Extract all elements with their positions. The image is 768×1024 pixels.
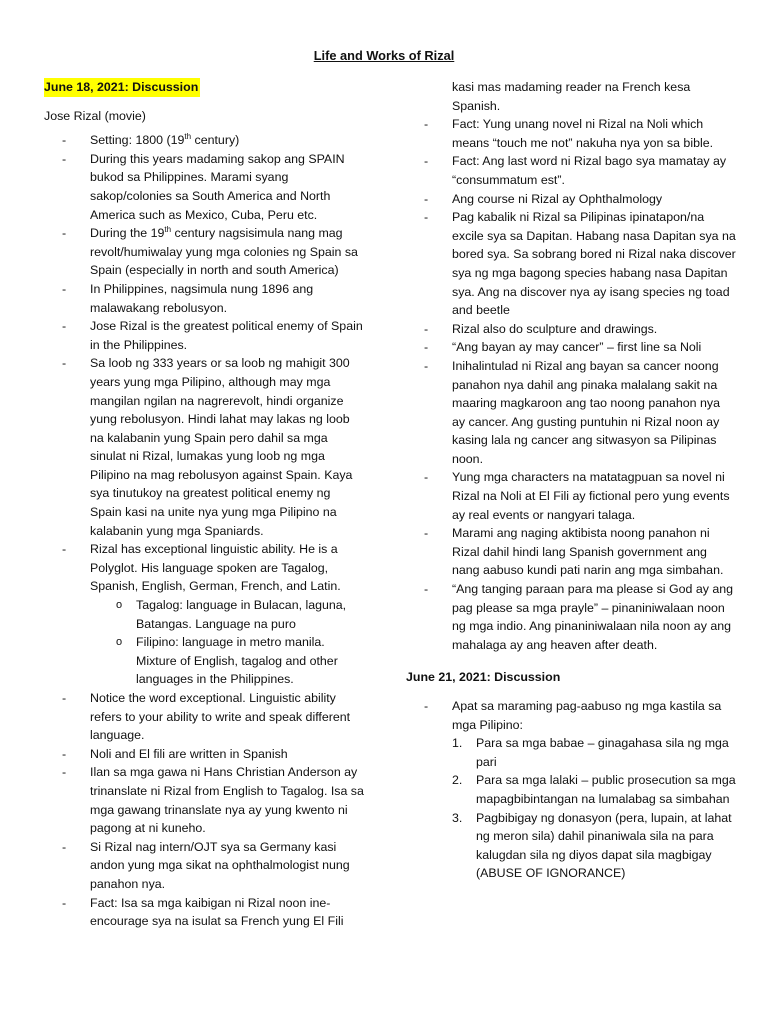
numbered-item: 1. Para sa mga babae – ginagahasa sila ng mga pari: [452, 736, 729, 769]
section2-list: [406, 697, 736, 883]
list-item: - “Ang bayan ay may cancer” – first line sa Noli: [406, 338, 736, 357]
list-item: - Fact: Isa sa mga kaibigan ni Rizal noon ine-encourage sya na isulat sa French yung El Fili: [44, 894, 364, 931]
list-item: - Fact: Ang last word ni Rizal bago sya mamatay ay “consummatum est”.: [406, 152, 736, 189]
list-item: - Apat sa maraming pag-aabuso ng mga kastila sa mga Pilipino: 1. Para sa mga babae – ginagahasa sila ng mga pari 2. Para sa mga lalaki – public prosecution sa mga mapagbibintangan na lumalabag sa simbahan 3. Pagbibigay ng donasyon (pera, lupain, at lahat ng meron sila) dahil pinaniwala sila na para kalugdan sila ng diyos dapat sila magbigay (ABUSE OF IGNORANCE): [406, 697, 736, 883]
list-item: - Marami ang naging aktibista noong panahon ni Rizal dahil hindi lang Spanish government ang nang aabuso kundi pati narin ang mga simbahan.: [406, 524, 736, 580]
sub-list-item: o Filipino: language in metro manila. Mixture of English, tagalog and other languages in the Philippines.: [90, 633, 364, 689]
right-bullet-list: [406, 115, 736, 654]
list-item: - Rizal has exceptional linguistic ability. He is a Polyglot. His language spoken are Tagalog, Spanish, English, German, French, and Latin. o Tagalog: language in Bulacan, laguna, Batangas. Language na puro o Filipino: language in metro manila. Mixture of English, tagalog and other languages in the Philippines.: [44, 540, 364, 689]
numbered-item: 3. Pagbibigay ng donasyon (pera, lupain, at lahat ng meron sila) dahil pinaniwala sila na para kalugdan sila ng diyos dapat sila magbigay (ABUSE OF IGNORANCE): [452, 810, 732, 881]
document-title: Life and Works of Rizal: [313, 48, 455, 63]
section-subheading: Jose Rizal (movie): [44, 108, 146, 123]
list-item: - Fact: Yung unang novel ni Rizal na Noli which means “touch me not” nakuha nya yon sa bible.: [406, 115, 736, 152]
list-item: - Si Rizal nag intern/OJT sya sa Germany kasi andon yung mga sikat na ophthalmologist nung panahon nya.: [44, 838, 364, 894]
section-heading-june-21: June 21, 2021: Discussion: [406, 670, 561, 685]
list-item: - During the 19th century nagsisimula nang mag revolt/humiwalay yung mga colonies ng Spain sa Spain (especially in north and south America): [44, 224, 364, 280]
right-column: [406, 78, 736, 883]
section-heading-june-18: June 18, 2021: Discussion: [44, 78, 200, 97]
sub-list-item: o Tagalog: language in Bulacan, laguna, Batangas. Language na puro: [90, 596, 364, 633]
list-item: - Inihalintulad ni Rizal ang bayan sa cancer noong panahon nya dahil ang pinaka malalang sakit na maaring magkaroon ang tao noong panahon nya ay cancer. Ang gusting puntuhin ni Rizal noon ay kasing lala ng cancer ang sitwasyon sa Pilipinas noon.: [406, 357, 736, 469]
list-item: - In Philippines, nagsimula nung 1896 ang malawakang rebolusyon.: [44, 280, 364, 317]
list-item: - “Ang tanging paraan para ma please si God ay ang pag please sa mga prayle” – pinaniniwalaan noon ng mga indio. Ang pinaniniwalaan nila noon ay ang mahalaga ay ang heaven after death.: [406, 580, 736, 654]
left-column: [44, 78, 364, 931]
abuse-numbered-list: [452, 734, 736, 883]
list-item: - Ang course ni Rizal ay Ophthalmology: [406, 190, 736, 209]
list-item: - Ilan sa mga gawa ni Hans Christian Anderson ay trinanslate ni Rizal from English to Tagalog. Isa sa mga gawang trinanslate nya ay yung kwento ni pagong at ni kuneho.: [44, 763, 364, 837]
left-bullet-list: [44, 131, 364, 931]
list-item: - Notice the word exceptional. Linguistic ability refers to your ability to write and speak different language.: [44, 689, 364, 745]
list-item: - Yung mga characters na matatagpuan sa novel ni Rizal na Noli at El Fili ay fictional pero yung events ay real events or nangyari talaga.: [406, 468, 736, 524]
list-item: - Rizal also do sculpture and drawings.: [406, 320, 736, 339]
numbered-item: 2. Para sa mga lalaki – public prosecution sa mga mapagbibintangan na lumalabag sa simbahan: [452, 773, 736, 806]
list-item: - Sa loob ng 333 years or sa loob ng mahigit 300 years yung mga Pilipino, although may mga mangilan ngilan na nagrerevolt, hindi organize yung rebolusyon. Hindi lahat may lakas ng loob na kalabanin yung Spain pero dahil sa mga sinulat ni Rizal, lumakas yung loob ng mga Pilipino na mag rebolusyon against Spain. Kaya sya tinutukoy na greatest political enemy ng Spain kasi na unite nya yung mga Pilipino na kalabanin yung mga Spaniards.: [44, 354, 364, 540]
list-item: - Pag kabalik ni Rizal sa Pilipinas ipinatapon/na excile sya sa Dapitan. Habang nasa Dapitan sya na bored sya. Sa sobrang bored ni Rizal naka discover sya ng mga bagong species habang nasa Dapitan sya. Ang na discover nya ay isang species ng toad and beetle: [406, 208, 736, 320]
continuation-text: kasi mas madaming reader na French kesa Spanish.: [452, 80, 691, 113]
list-item: - Jose Rizal is the greatest political enemy of Spain in the Philippines.: [44, 317, 364, 354]
list-item: - Setting: 1800 (19th century): [44, 131, 364, 150]
list-item: - Noli and El fili are written in Spanish: [44, 745, 364, 764]
list-item: - During this years madaming sakop ang SPAIN bukod sa Philippines. Marami syang sakop/colonies sa South America and North America such as Mexico, Cuba, Peru etc.: [44, 150, 364, 224]
language-sublist: [90, 596, 364, 689]
